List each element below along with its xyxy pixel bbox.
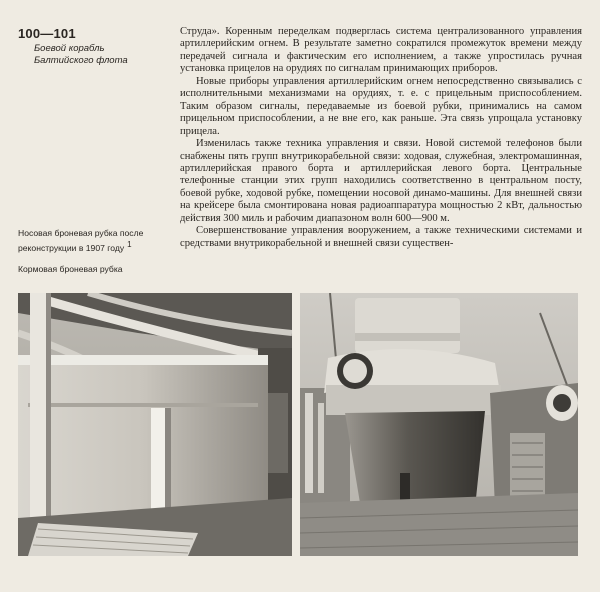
page-number: 100—101 [18,26,76,41]
paragraph: Новые приборы управления артиллерийским огнем непосредственно связывались с исполнительными механизмами на орудиях, т. е. с прицельным приспособлением. Таким образом сигналы, передаваемые из боевой рубки, принимались на самом прицельном приспособлении, а не вне его, как раньше. Эта связь упрощала установку прицела. [180,75,582,137]
photo-aft-image [300,293,578,556]
running-head-line-2: Балтийского флота [34,55,128,66]
photo-forward-image [18,293,292,556]
caption-aft-conning-tower [18,264,178,275]
main-text [180,26,582,250]
paragraph: Изменилась также техника управления и связи. Новой системой телефонов были снабжены пять групп внутрикорабельной связи: ходовая, служебная, электромашинная, артиллерийская правого борта и артиллерийская левого борта. Центральные телефонные станции этих групп находились соответственно в центральном посту, боевой рубке, ходовой рубке, помещении носовой динамо-машины. Для внешней связи на крейсере была смонтирована новая радиоаппаратура мощностью 2 кВт, дальностью действия 300 миль и рабочим диапазоном волн 600—900 м. [180,138,582,224]
caption-forward-conning-tower [18,228,178,254]
running-head-line-1: Боевой корабль [34,43,105,54]
caption-text: Кормовая броневая рубка [18,263,123,274]
paragraph: Струда». Коренным переделкам подверглась система централизованного управления артиллерийским огнем. В результате заметно сократился промежуток времени между передачей сигнала и фактическим его исполнением, а также упростилась ручная установка прицелов на орудиях по сигналам принимающих приборов. [180,26,582,75]
caption-ref: 1 [127,240,132,249]
paragraph: Совершенствование управления вооружением, а также техническими системами и средствами внутрикорабельной и внешней связи существен- [180,225,582,249]
photo-captions [18,228,178,285]
photo-forward-conning-tower [18,293,292,556]
caption-text: Носовая броневая рубка после реконструкции в 1907 году [18,228,144,253]
running-head [34,43,164,67]
photo-aft-conning-tower [300,293,578,556]
